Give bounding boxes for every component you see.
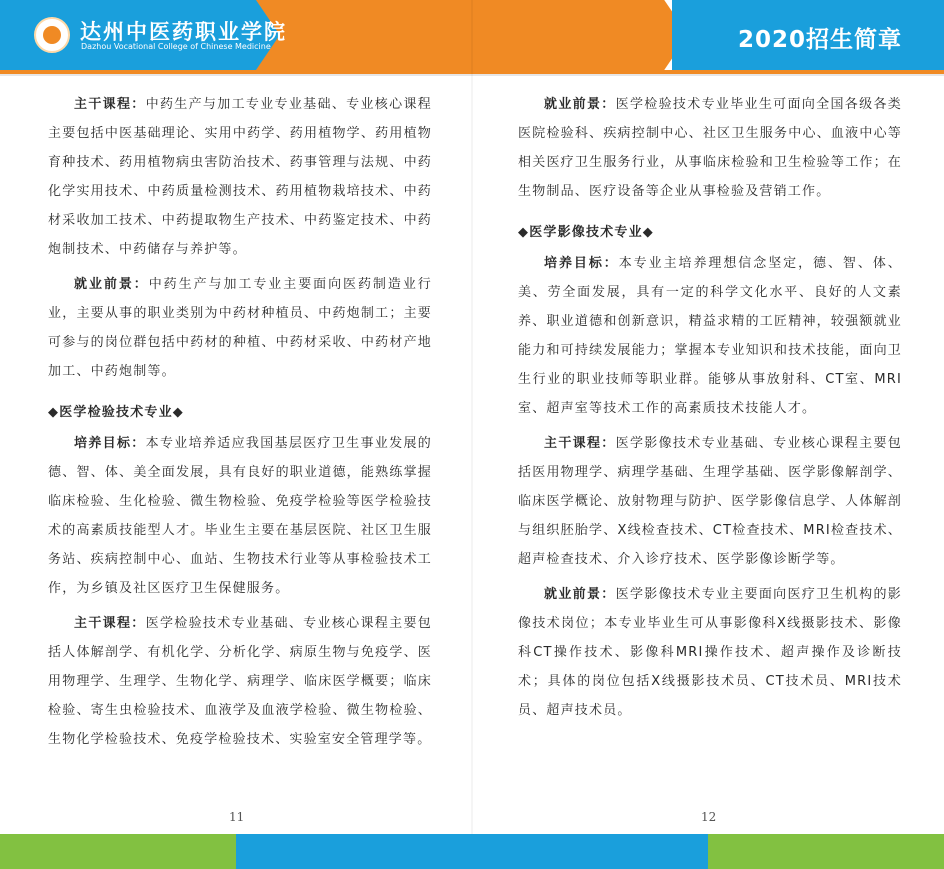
paragraph-text: 中药生产与加工专业主要面向医药制造业行业，主要从事的职业类别为中药材种植员、中药炮制工；主要可参与的岗位群包括中药材的种植、中药材采收、中药材产地加工、中药炮制等。	[48, 277, 432, 379]
paragraph-text: 本专业主培养理想信念坚定，德、智、体、美、劳全面发展，具有一定的科学文化水平、良好的人文素养、职业道德和创新意识，精益求精的工匠精神，较强额就业能力和可持续发展能力；掌握本专业知识和技术技能，面向卫生行业的职业技师等职业群。能够从事放射科、CT室、MRI室、超声室等技术工作的高素质技术技能人才。	[518, 256, 902, 416]
paragraph-label: 培养目标：	[74, 436, 146, 451]
paragraph-text: 医学影像技术专业基础、专业核心课程主要包括医用物理学、病理学基础、生理学基础、医学影像解剖学、临床医学概论、放射物理与防护、医学影像信息学、人体解剖与组织胚胎学、X线检查技术、CT检查技术、MRI检查技术、超声检查技术、介入诊疗技术、医学影像诊断学等。	[518, 436, 902, 567]
page-number-left: 11	[229, 810, 245, 824]
paragraph-text: 医学检验技术专业基础、专业核心课程主要包括人体解剖学、有机化学、分析化学、病原生物与免疫学、医用物理学、生理学、生物化学、病理学、临床医学概要；临床检验、寄生虫检验技术、血液学及血液学检验、微生物检验、生物化学检验技术、免疫学检验技术、实验室安全管理学等。	[48, 616, 432, 747]
header-orange-right	[472, 0, 688, 70]
school-name-cn: 达州中医药职业学院	[80, 19, 287, 44]
footer-green-left	[0, 834, 236, 869]
section-heading: ◆医学影像技术专业◆	[518, 225, 654, 240]
paragraph	[518, 249, 902, 423]
paragraph-text: 中药生产与加工专业专业基础、专业核心课程主要包括中医基础理论、实用中药学、药用植物学、药用植物育种技术、药用植物病虫害防治技术、药事管理与法规、中药化学实用技术、中药质量检测技术、药用植物栽培技术、中药材采收加工技术、中药提取物生产技术、中药鉴定技术、中药炮制技术、中药储存与养护等。	[48, 97, 432, 257]
paragraph-label: 主干课程：	[74, 97, 146, 112]
left-page-body	[48, 90, 432, 760]
school-name-en: Dazhou Vocational College of Chinese Medicine	[81, 42, 271, 51]
paragraph	[48, 270, 432, 386]
paragraph-label: 就业前景：	[544, 97, 616, 112]
paragraph-text: 医学检验技术专业毕业生可面向全国各级各类医院检验科、疾病控制中心、社区卫生服务中心、血液中心等相关医疗卫生服务行业，从事临床检验和卫生检验等工作；在生物制品、医疗设备等企业从事检验及营销工作。	[518, 97, 902, 199]
paragraph-label: 就业前景：	[544, 587, 616, 602]
paragraph	[518, 580, 902, 725]
footer-green-right	[708, 834, 944, 869]
paragraph-label: 主干课程：	[74, 616, 146, 631]
brochure-title: 2020招生简章	[738, 27, 903, 53]
paragraph-text: 本专业培养适应我国基层医疗卫生事业发展的德、智、体、美全面发展，具有良好的职业道德，能熟练掌握临床检验、生化检验、微生物检验、免疫学检验等医学检验技术的高素质技能型人才。毕业生主要在基层医院、社区卫生服务站、疾病控制中心、血站、生物技术行业等从事检验技术工作，为乡镇及社区医疗卫生保健服务。	[48, 436, 432, 596]
paragraph-text: 医学影像技术专业主要面向医疗卫生机构的影像技术岗位；本专业毕业生可从事影像科X线摄影技术、影像科CT操作技术、影像科MRI操作技术、超声操作及诊断技术；具体的岗位包括X线摄影技术员、CT技术员、MRI技术员、超声技术员。	[518, 587, 902, 718]
right-page-body	[518, 90, 902, 731]
paragraph	[48, 609, 432, 754]
header-orange-left	[256, 0, 472, 70]
paragraph	[518, 429, 902, 574]
paragraph-label: 主干课程：	[544, 436, 616, 451]
footer-blue-center	[236, 834, 708, 869]
page-number-right: 12	[701, 810, 717, 824]
school-logo-icon	[34, 17, 70, 53]
paragraph	[48, 90, 432, 264]
paragraph	[48, 429, 432, 603]
paragraph-label: 培养目标：	[544, 256, 619, 271]
section-heading: ◆医学检验技术专业◆	[48, 405, 184, 420]
paragraph	[518, 90, 902, 206]
page-fold	[471, 0, 473, 869]
paragraph-label: 就业前景：	[74, 277, 149, 292]
